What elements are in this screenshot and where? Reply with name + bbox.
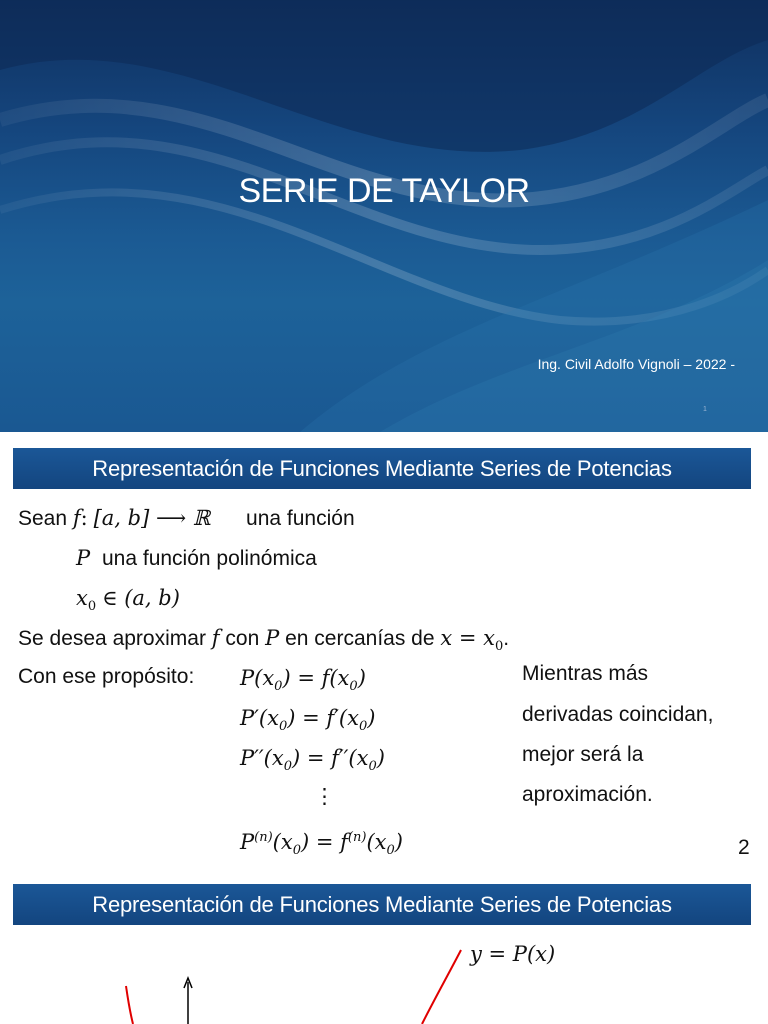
side-note-line-4: aproximación.	[522, 783, 653, 806]
side-note-line-1: Mientras más	[522, 662, 649, 685]
math-f: f	[211, 626, 220, 650]
side-note-line-2: derivadas coincidan,	[522, 703, 714, 726]
math-x: x	[76, 586, 88, 610]
title-slide	[0, 0, 768, 432]
definition-line-3	[76, 586, 180, 619]
slide-number: 1	[703, 406, 707, 413]
slide-number: 2	[738, 836, 750, 859]
equation-order-2: $P''(x_0) = f''(x_0)$	[240, 746, 385, 775]
curve-label: y = P(x)	[470, 942, 556, 966]
text: una función polinómica	[101, 547, 317, 570]
math-domain: [a, b] ⟶ ℝ	[93, 506, 211, 530]
subscript: 0	[495, 639, 504, 655]
math-P: P	[76, 546, 91, 570]
slide-header: Representación de Funciones Mediante Series de Potencias	[13, 448, 751, 489]
text: Se desea aproximar	[18, 627, 206, 650]
text: Sean	[18, 507, 68, 530]
math-P: P	[265, 626, 280, 650]
approximation-line	[18, 626, 509, 659]
period: .	[503, 627, 510, 650]
colon: :	[80, 506, 88, 530]
slide-header: Representación de Funciones Mediante Series de Potencias	[13, 884, 751, 925]
math-x-eq: x = x	[440, 626, 496, 650]
definition-line-1	[18, 506, 355, 531]
text: una función	[246, 507, 355, 530]
text: con	[225, 627, 260, 650]
function-curve	[126, 986, 133, 1024]
polynomial-curve	[422, 950, 461, 1024]
author-line: Ing. Civil Adolfo Vignoli – 2022 -	[537, 356, 735, 372]
text: en cercanías de	[285, 627, 435, 650]
equation-order-0: $P(x_0) = f(x_0)$	[240, 666, 366, 695]
purpose-label: Con ese propósito:	[18, 665, 195, 688]
math-f: f	[72, 506, 81, 530]
equation-order-1: $P'(x_0) = f'(x_0)$	[240, 706, 376, 735]
equation-order-n: $P^{(n)}(x_0) = f^{(n)}(x_0)$	[240, 830, 403, 859]
graph-area	[0, 930, 768, 1024]
subscript: 0	[87, 599, 97, 615]
math-interval: ∈ (a, b)	[101, 586, 180, 610]
vertical-dots: ⋮	[314, 784, 335, 808]
side-note-line-3: mejor será la	[522, 743, 644, 766]
presentation-title: SERIE DE TAYLOR	[238, 172, 530, 210]
definition-line-2	[76, 546, 317, 571]
